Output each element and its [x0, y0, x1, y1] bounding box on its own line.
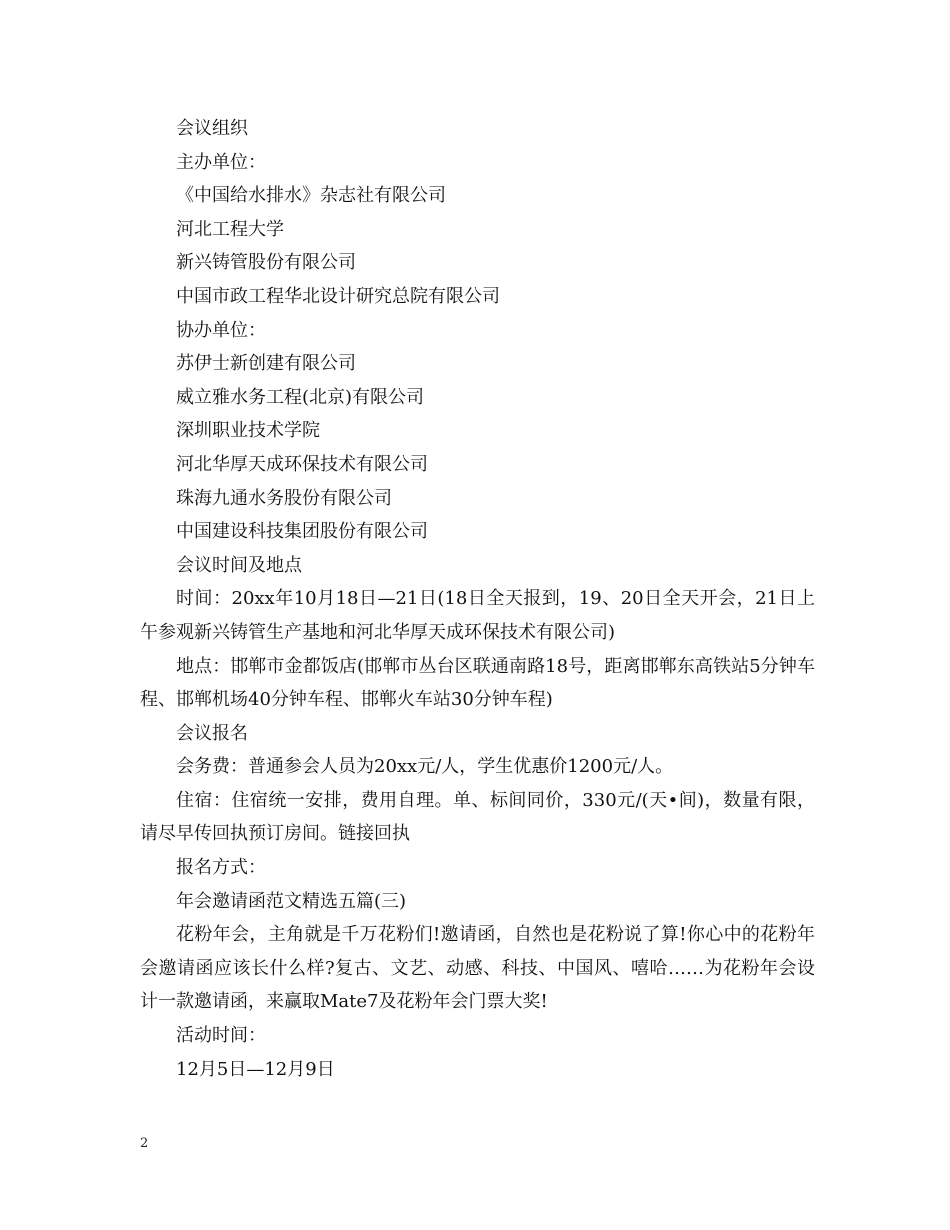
- meeting-time: 时间：20xx年10月18日—21日(18日全天报到，19、20日全天开会，21日上午参观新兴铸管生产基地和河北华厚天成环保技术有限公司): [140, 588, 815, 643]
- section-heading-registration: 会议报名: [176, 722, 248, 744]
- meeting-place: 地点：邯郸市金都饭店(邯郸市丛台区联通南路18号，距离邯郸东高铁站5分钟车程、邯郸机场40分钟车程、邯郸火车站30分钟车程): [140, 655, 815, 711]
- section-heading-sample-three: 年会邀请函范文精选五篇(三): [176, 890, 407, 912]
- document-body: [140, 112, 815, 1086]
- co-organizer-label: 协办单位：: [176, 319, 266, 341]
- organizer-item: 中国市政工程华北设计研究总院有限公司: [176, 285, 500, 307]
- accommodation-info: 住宿：住宿统一安排，费用自理。单、标间同价，330元/(天•间)，数量有限，请尽早传回执预订房间。链接回执: [140, 789, 815, 845]
- co-organizer-item: 威立雅水务工程(北京)有限公司: [176, 386, 425, 408]
- organizer-item: 新兴铸管股份有限公司: [176, 252, 356, 274]
- section-heading-time-place: 会议时间及地点: [176, 554, 302, 576]
- co-organizer-item: 中国建设科技集团股份有限公司: [176, 521, 428, 543]
- organizer-item: 河北工程大学: [176, 218, 284, 240]
- co-organizer-item: 苏伊士新创建有限公司: [176, 353, 356, 375]
- section-heading-organization: 会议组织: [176, 118, 248, 139]
- fan-event-description: 花粉年会，主角就是千万花粉们!邀请函，自然也是花粉说了算!你心中的花粉年会邀请函应该长什么样?复古、文艺、动感、科技、中国风、嘻哈……为花粉年会设计一款邀请函，来赢取Mate7及花粉年会门票大奖!: [140, 924, 815, 1013]
- activity-time-value: 12月5日—12月9日: [176, 1058, 335, 1080]
- registration-fee: 会务费：普通参会人员为20xx元/人，学生优惠价1200元/人。: [176, 756, 674, 778]
- organizer-label: 主办单位：: [176, 151, 266, 173]
- activity-time-label: 活动时间：: [176, 1025, 266, 1047]
- co-organizer-item: 珠海九通水务股份有限公司: [176, 487, 392, 509]
- page-number: 2: [140, 1136, 149, 1151]
- co-organizer-item: 河北华厚天成环保技术有限公司: [176, 453, 428, 475]
- co-organizer-item: 深圳职业技术学院: [176, 420, 320, 442]
- registration-method-label: 报名方式：: [176, 857, 266, 879]
- organizer-item: 《中国给水排水》杂志社有限公司: [176, 185, 446, 207]
